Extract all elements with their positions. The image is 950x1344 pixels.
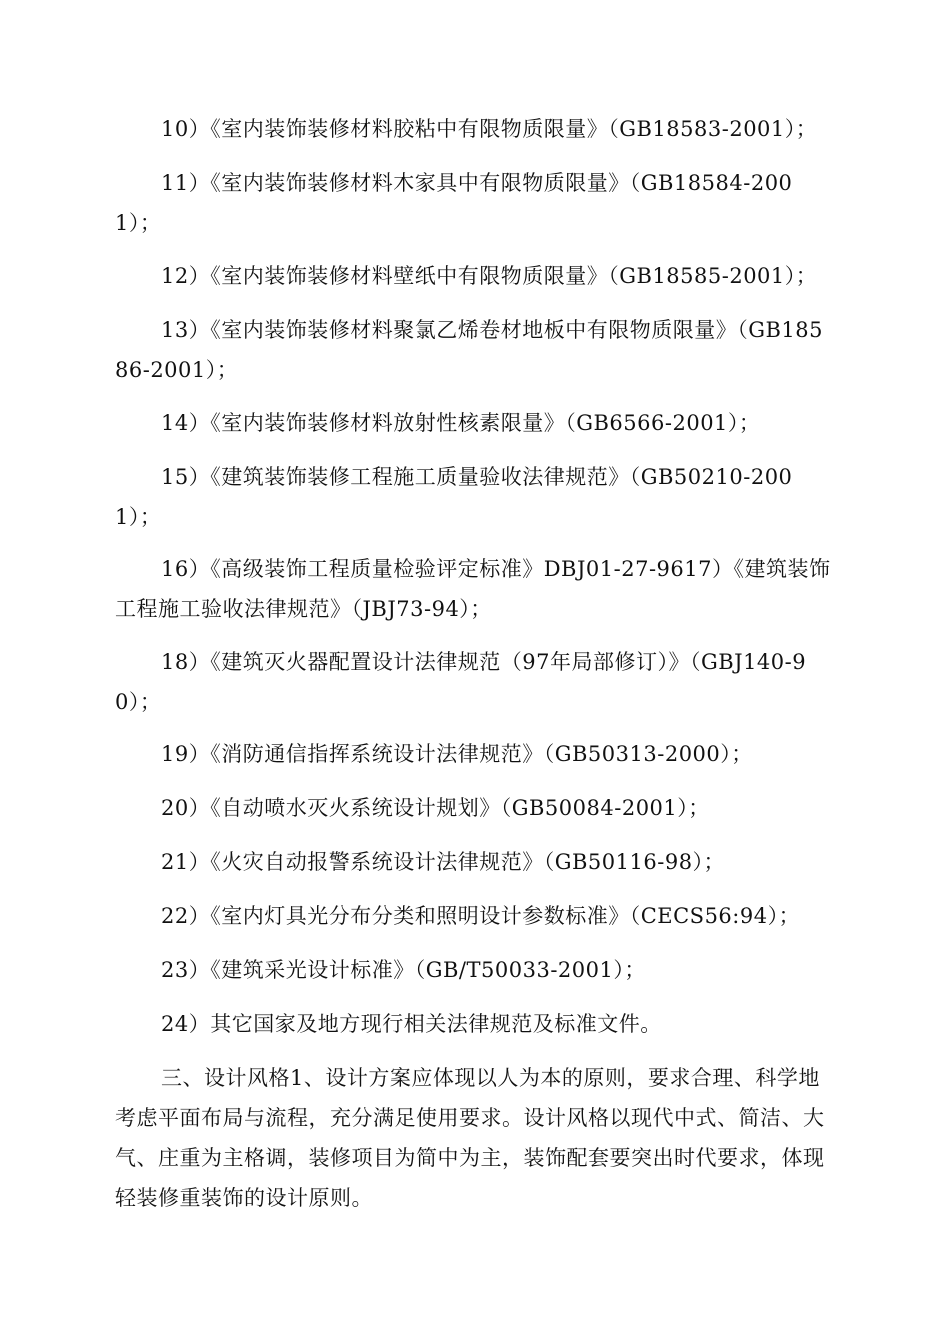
- standard-item-12: 12）《室内装饰装修材料壁纸中有限物质限量》（GB18585-2001）；: [161, 264, 818, 288]
- standard-item-13: 13）《室内装饰装修材料聚氯乙烯卷材地板中有限物质限量》（GB18586-2001）；: [115, 318, 824, 382]
- standard-item-14: 14）《室内装饰装修材料放射性核素限量》（GB6566-2001）；: [161, 411, 761, 435]
- standard-item-18: 18）《建筑灭火器配置设计法律规范（97年局部修订）》（GBJ140-90）；: [115, 650, 807, 714]
- design-style-paragraph: 三、设计风格1、设计方案应体现以人为本的原则，要求合理、科学地考虑平面布局与流程，充分满足使用要求。设计风格以现代中式、简洁、大气、庄重为主格调，装修项目为简中为主，装饰配套要突出时代要求，体现轻装修重装饰的设计原则。: [115, 1066, 825, 1210]
- standard-item-23: 23）《建筑采光设计标准》（GB/T50033-2001）；: [161, 958, 646, 982]
- standard-item-16: 16）《高级装饰工程质量检验评定标准》DBJ01-27-9617）《建筑装饰工程施工验收法律规范》（JBJ73-94）；: [115, 557, 831, 621]
- standard-item-24: 24）其它国家及地方现行相关法律规范及标准文件。: [161, 1012, 662, 1036]
- standard-item-10: 10）《室内装饰装修材料胶粘中有限物质限量》（GB18583-2001）；: [161, 117, 818, 141]
- standard-item-22: 22）《室内灯具光分布分类和照明设计参数标准》（CECS56:94）；: [161, 904, 801, 928]
- standard-item-15: 15）《建筑装饰装修工程施工质量验收法律规范》（GB50210-2001）；: [115, 465, 793, 529]
- standard-item-19: 19）《消防通信指挥系统设计法律规范》（GB50313-2000）；: [161, 742, 753, 766]
- standard-item-11: 11）《室内装饰装修材料木家具中有限物质限量》（GB18584-2001）；: [115, 171, 793, 235]
- standard-item-20: 20）《自动喷水灭火系统设计规划》（GB50084-2001）；: [161, 796, 710, 820]
- standard-item-21: 21）《火灾自动报警系统设计法律规范》（GB50116-98）；: [161, 850, 726, 874]
